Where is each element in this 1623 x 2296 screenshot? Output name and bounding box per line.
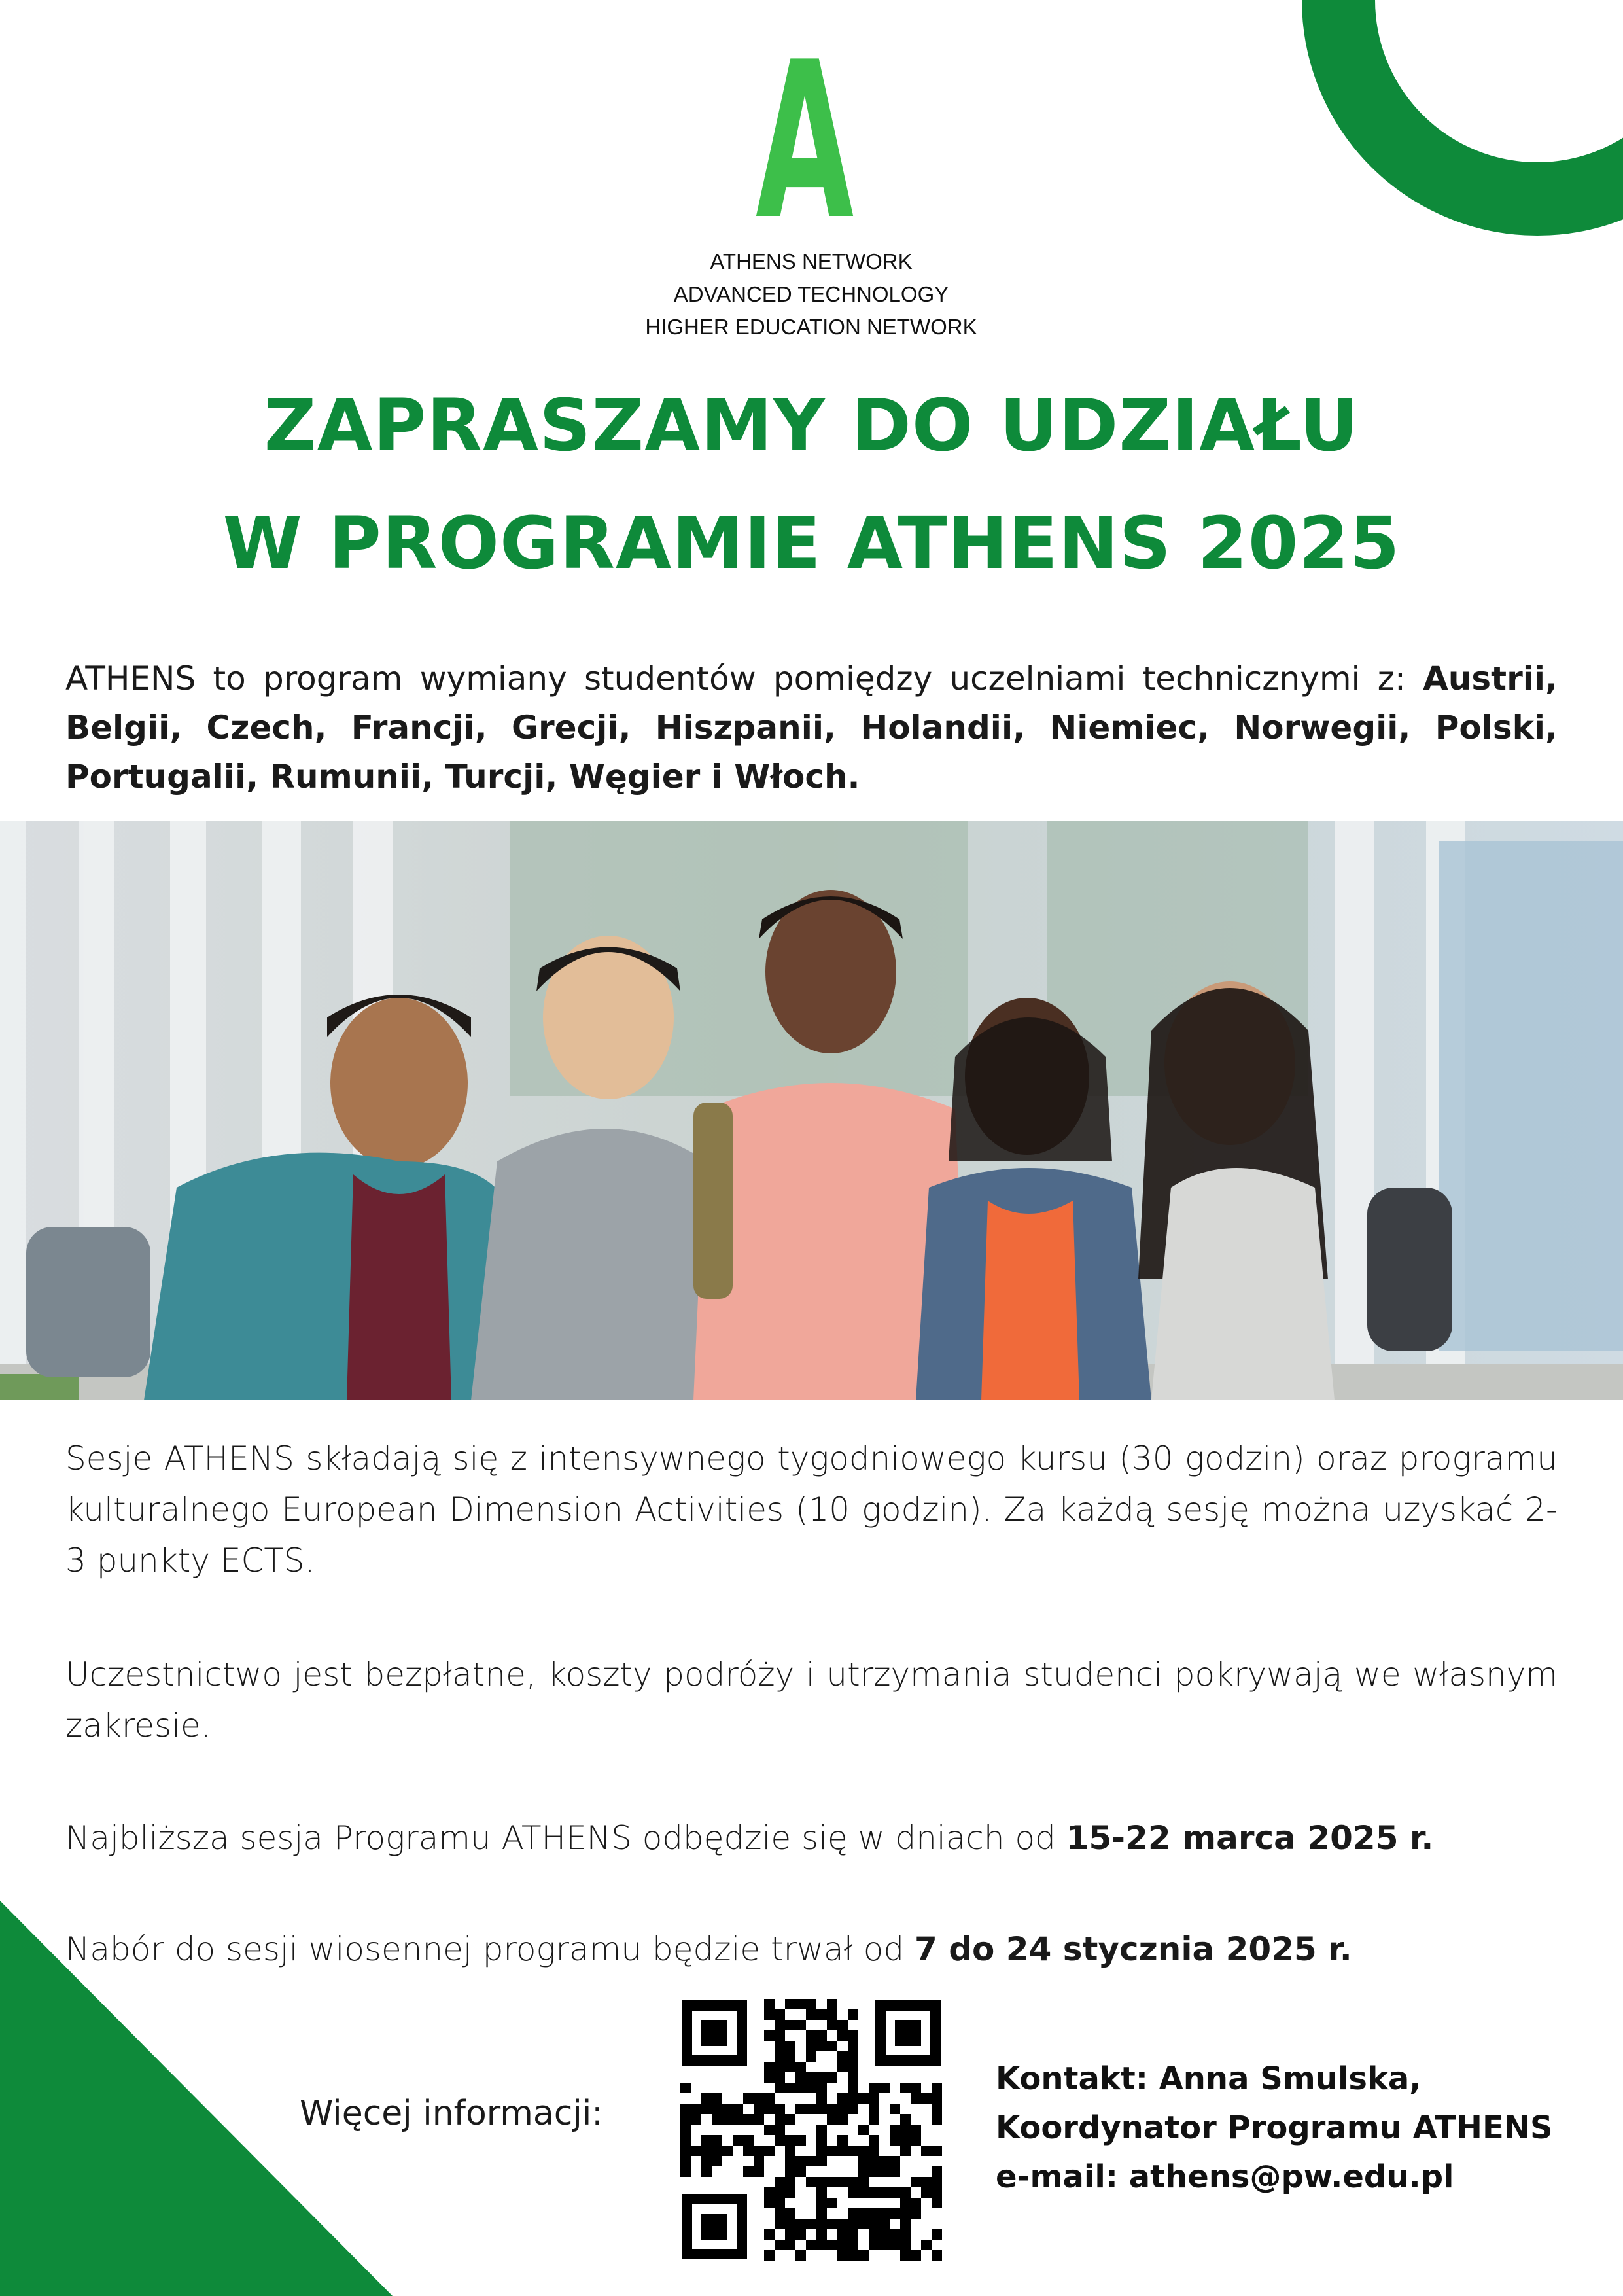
intro-countries: Austrii, Belgii, Czech, Francji, Grecji, Hiszpanii, Holandii, Niemiec, Norwegii, Polski, Portugalii, Rumunii, Turcji, Węgier i Włoch. bbox=[65, 660, 1558, 796]
page-title bbox=[65, 366, 1558, 602]
contact-block bbox=[996, 2055, 1584, 2202]
contact-name: Kontakt: Anna Smulska, bbox=[996, 2060, 1422, 2097]
recruitment-text: Nabór do sesji wiosennej programu będzie trwał od bbox=[65, 1930, 915, 1968]
more-info-label: Więcej informacji: bbox=[300, 2094, 603, 2133]
next-session-paragraph bbox=[65, 1812, 1558, 1863]
logo-letter: A bbox=[756, 20, 855, 229]
recruitment-paragraph bbox=[65, 1924, 1558, 1975]
qr-code-icon[interactable] bbox=[680, 1999, 942, 2261]
logo-line-3: HIGHER EDUCATION NETWORK bbox=[645, 315, 977, 339]
title-line-2: W PROGRAMIE ATHENS 2025 bbox=[222, 501, 1401, 585]
intro-paragraph bbox=[65, 654, 1558, 802]
next-session-dates: 15-22 marca 2025 r. bbox=[1066, 1819, 1434, 1857]
next-session-text: Najbliższa sesja Programu ATHENS odbędzie się w dniach od bbox=[65, 1819, 1066, 1857]
logo-caption bbox=[550, 245, 1073, 344]
title-line-1: ZAPRASZAMY DO UDZIAŁU bbox=[264, 383, 1359, 467]
recruitment-dates: 7 do 24 stycznia 2025 r. bbox=[915, 1930, 1352, 1968]
contact-role: Koordynator Programu ATHENS bbox=[996, 2110, 1553, 2146]
sessions-paragraph: Sesje ATHENS składają się z intensywnego tygodniowego kursu (30 godzin) oraz programu kulturalnego European Dimension Activities (10 godzin). Za każdą sesję można uzyskać 2-3 punkty ECTS. bbox=[65, 1439, 1558, 1580]
logo-line-1: ATHENS NETWORK bbox=[710, 249, 913, 274]
corner-arc-decoration bbox=[1302, 0, 1623, 236]
intro-text: ATHENS to program wymiany studentów pomiędzy uczelniami technicznymi z: bbox=[65, 660, 1423, 698]
participation-paragraph: Uczestnictwo jest bezpłatne, koszty podróży i utrzymania studenci pokrywają we własnym zakresie. bbox=[65, 1655, 1558, 1744]
athens-logo-icon bbox=[752, 20, 857, 229]
logo-line-2: ADVANCED TECHNOLOGY bbox=[673, 282, 949, 306]
students-photo bbox=[0, 821, 1623, 1400]
students-photo-illustration bbox=[0, 821, 1623, 1400]
contact-email[interactable]: e-mail: athens@pw.edu.pl bbox=[996, 2159, 1454, 2195]
